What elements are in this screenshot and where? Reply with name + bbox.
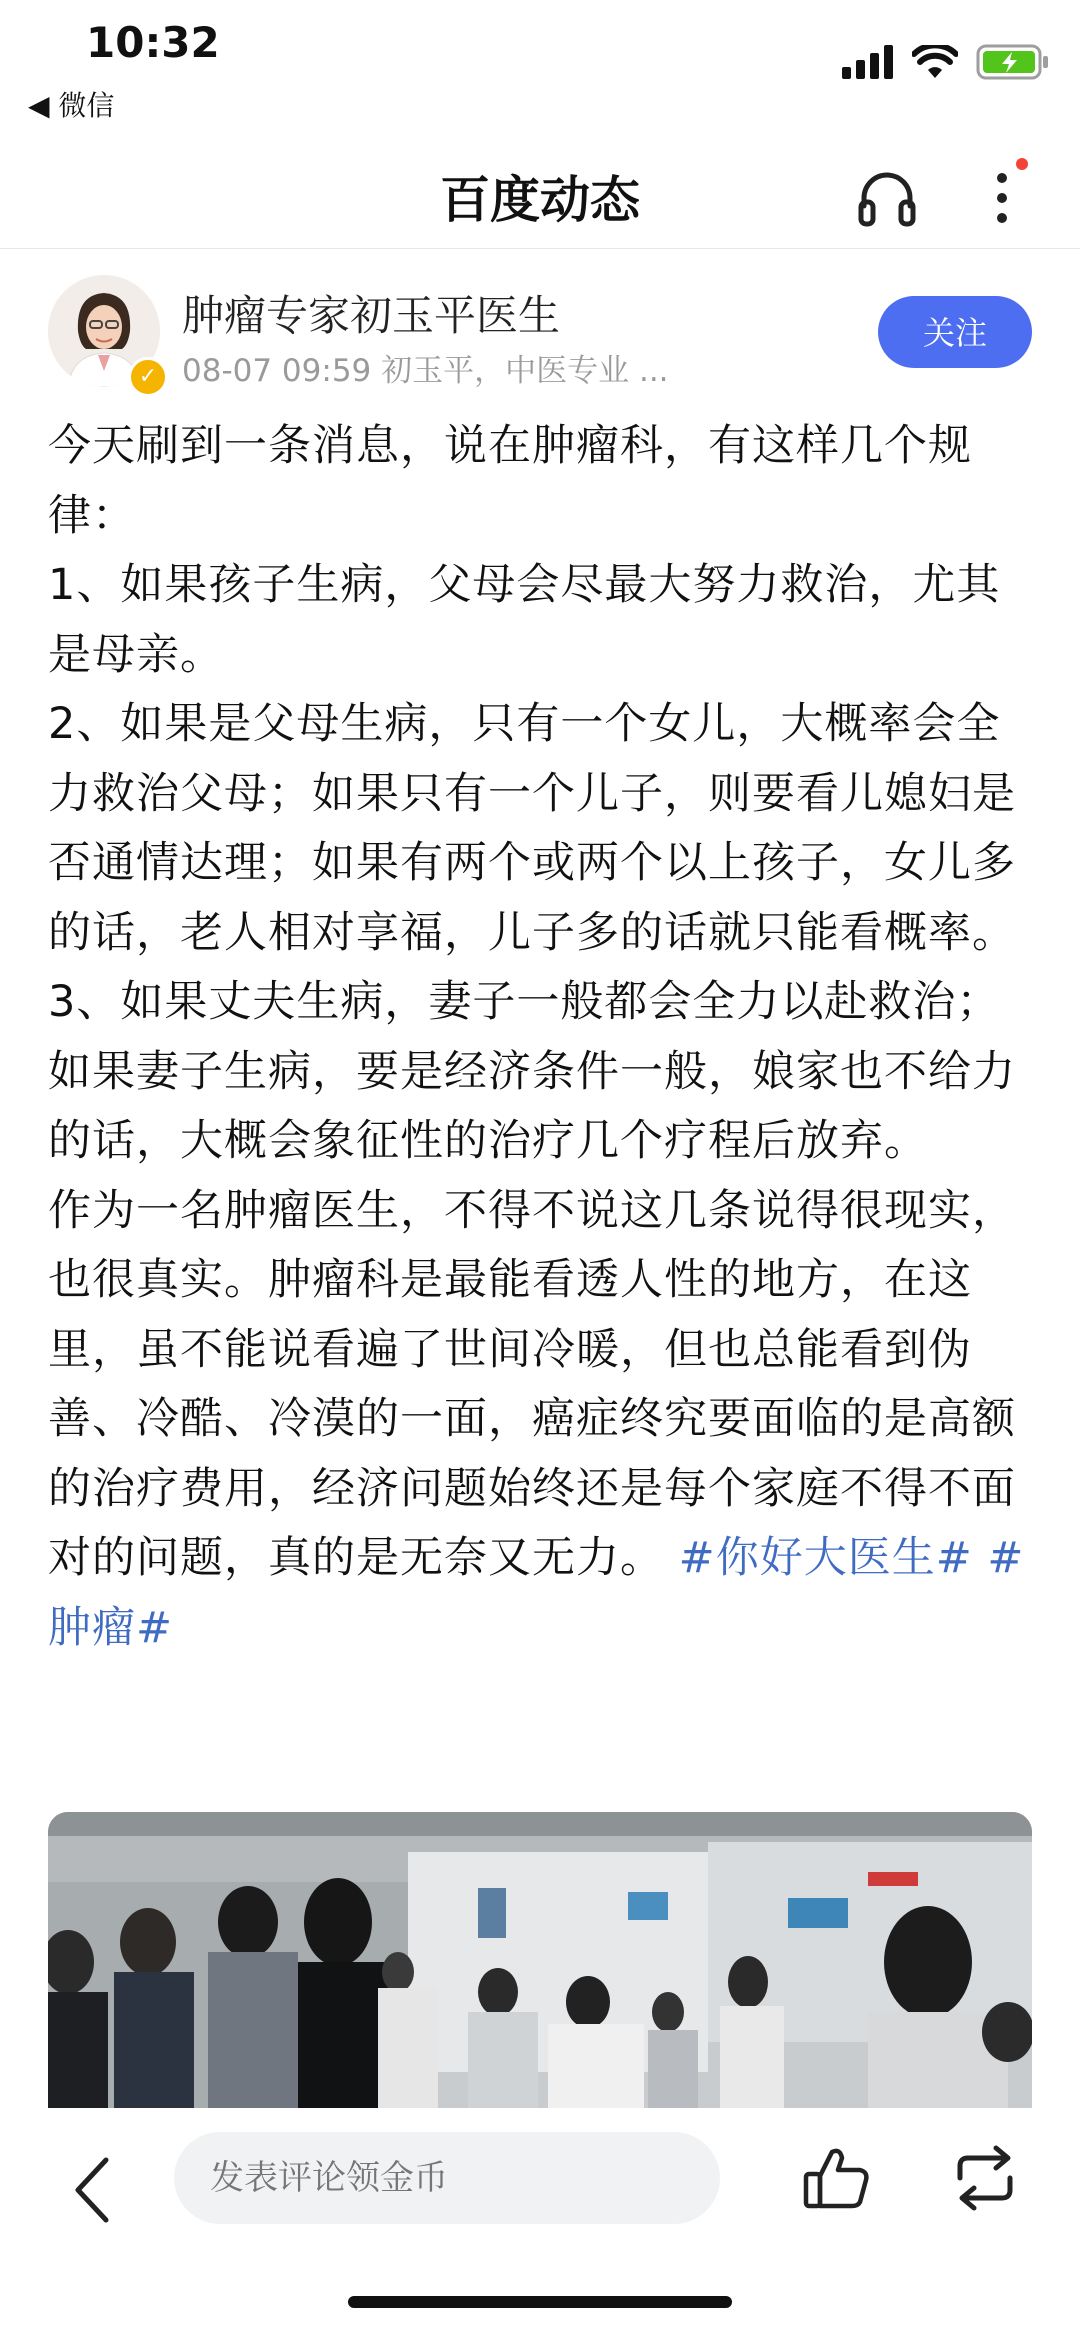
wifi-icon [912,45,958,79]
post-body [48,412,1038,1663]
verified-badge-icon: ✓ [128,357,168,397]
post-paragraph-text: 作为一名肿瘤医生，不得不说这几条说得很现实，也很真实。肿瘤科是最能看透人性的地方，在这里，虽不能说看遍了世间冷暖，但也总能看到伪善、冷酷、冷漠的一面，癌症终究要面临的是高额的治疗费用，经济问题始终还是每个家庭不得不面对的问题，真的是无奈又无力。 [48,1185,1016,1583]
hashtag-link[interactable]: #你好大医生# [678,1533,973,1583]
post-paragraph: 1、如果孩子生病，父母会尽最大努力救治，尤其是母亲。 [48,560,1001,680]
post-photo[interactable] [48,1812,1032,2108]
signal-icon [842,45,894,79]
status-time: 10:32 [86,18,220,67]
back-to-app-link[interactable]: ◀ 微信 [28,89,115,122]
follow-button[interactable]: 关注 [878,296,1032,368]
post-paragraph-last [48,1177,1038,1664]
more-vertical-icon[interactable] [980,158,1030,238]
share-icon[interactable] [950,2142,1020,2214]
top-nav-bar [0,140,1080,249]
post-paragraph: 3、如果丈夫生病，妻子一般都会全力以赴救治；如果妻子生病，要是经济条件一般，娘家也不给力的话，大概会象征性的治疗几个疗程后放弃。 [48,977,1016,1166]
author-name[interactable]: 肿瘤专家初玉平医生 [182,291,561,340]
notification-dot [1016,158,1028,170]
battery-charging-icon [976,43,1050,81]
page-title: 百度动态 [440,171,640,229]
status-icons [842,42,1050,82]
post-paragraph: 今天刷到一条消息，说在肿瘤科，有这样几个规律： [48,421,972,541]
post-paragraph: 2、如果是父母生病，只有一个女儿，大概率会全力救治父母；如果只有一个儿子，则要看儿媳妇是否通情达理；如果有两个或两个以上孩子，女儿多的话，老人相对享福，儿子多的话就只能看概率。 [48,699,1016,958]
bottom-action-bar [0,2108,1080,2337]
headphone-icon[interactable] [852,162,922,232]
thumbs-up-icon[interactable] [800,2142,872,2214]
hashtag-link[interactable]: #肿瘤# [48,1533,1025,1653]
post-meta: 08-07 09:59 初玉平，中医专业 ... [182,353,669,389]
comment-input[interactable] [174,2132,720,2224]
back-arrow-icon[interactable] [64,2150,124,2230]
home-indicator[interactable] [348,2296,732,2308]
